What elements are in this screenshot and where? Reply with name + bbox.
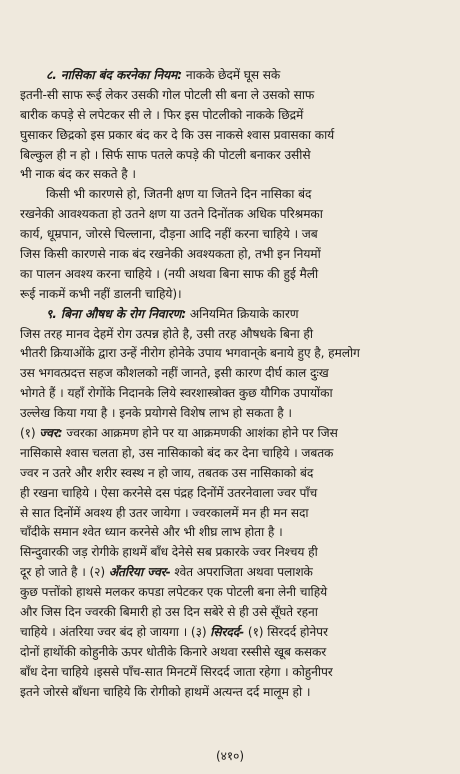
- section-heading: ज्वर:: [39, 426, 63, 441]
- text-line: और जिस दिन ज्वरकी बिमारी हो उस दिन सबेरे से ही उसे सूँघते रहना: [20, 605, 318, 620]
- text-line: जिस तरह मानव देहमें रोग उत्पन्न होते है, उसी तरह औषधके बिना ही: [20, 326, 313, 341]
- text-line: ज्वर न उतरे और शरीर स्वस्थ न हो जाय, तबतक उस नासिकाको बंद: [20, 465, 314, 480]
- line-prefix: दूर हो जाते है । (२): [20, 565, 109, 580]
- text-line: कार्य, धूम्रपान, जोरसे चिल्लाना, दौड़ना आदि नहीं करना चाहिये । जब: [20, 227, 318, 242]
- text-line: बाँध देना चाहिये ।इससे पाँच-सात मिनटमें सिरदर्द जाता रहेगा । कोहुनीपर: [20, 664, 333, 679]
- line-text: श्वेत अपराजिता अथवा पलाशके: [170, 565, 313, 580]
- line-text: नाकके छेदमें घूस सके: [182, 68, 281, 82]
- text-line: रूई नाकमें कभी नहीं डालनी चाहिये)।: [20, 286, 182, 301]
- text-line: भी नाक बंद कर सकते है ।: [20, 167, 136, 182]
- text-line: ही रखना चाहिये । ऐसा करनेसे दस पंद्रह दिनोंमें उतरनेवाला ज्वर पाँच: [20, 485, 318, 500]
- text-line: भीतरी क्रियाओंके द्वारा उन्हें नीरोग होनेके उपाय भगवान्‌के बनाये हुए है, हमलोग: [20, 346, 360, 361]
- section-heading: ८. नासिका बंद करनेका नियम:: [46, 68, 183, 82]
- text-line: [20, 66, 442, 86]
- section-heading: सिरदर्द-: [210, 624, 245, 639]
- section-heading: अँतरिया ज्वर-: [108, 565, 171, 580]
- text-line: किसी भी कारणसे हो, जितनी क्षण या जितने दिन नासिका बंद: [46, 187, 312, 202]
- text-line: कुछ पत्तोंको हाथसे मलकर कपडा लपेटकर एक पोटली बना लेनी चाहिये: [20, 585, 328, 600]
- text-line: भोगते हैं । यहाँ रोगोंके निदानके लिये स्वरशास्त्रोक्त कुछ यौगिक उपायोंका: [20, 386, 333, 401]
- text-line: नासिकासे श्वास चलता हो, उस नासिकाको बंद कर देना चाहिये । जबतक: [20, 445, 334, 460]
- text-line: जिस किसी कारणसे नाक बंद रखनेकी अवश्यकता हो, तभी इन नियमों: [20, 247, 321, 262]
- text-line: बारीक कपड़े से लपेटकर सी ले । फिर इस पोटलीको नाकके छिद्रमें: [20, 107, 304, 122]
- text-line: रखनेकी आवश्यकता हो उतने क्षण या उतने दिनोंतक अधिक परिश्रमका: [20, 207, 323, 222]
- text-line: [20, 623, 442, 643]
- text-line: उस भगवत्प्रदत्त सहज कौशलको नहीं जानते, इसी कारण दीर्घ काल दुःख: [20, 366, 329, 381]
- line-text: (१) सिरदर्द होनेपर: [244, 624, 328, 639]
- text-line: इतने जोरसे बाँधना चाहिये कि रोगीको हाथमें अत्यन्त दर्द मालूम हो ।: [20, 684, 311, 699]
- line-text: ज्वरका आक्रमण होने पर या आक्रमणकी आशंका होने पर जिस: [62, 426, 338, 441]
- line-text: अनियमित क्रियाके कारण: [186, 306, 299, 321]
- text-line: इतनी-सी साफ रूई लेकर उसकी गोल पोटली सी बना ले उसको साफ: [20, 87, 315, 102]
- line-prefix: (१): [20, 426, 40, 441]
- page-number: (४१०): [215, 749, 245, 763]
- text-line: [20, 305, 442, 325]
- text-line: बिल्कुल ही न हो । सिर्फ साफ पतले कपड़े की पोटली बनाकर उसीसे: [20, 147, 311, 162]
- text-line: [20, 563, 442, 583]
- body-text: [20, 66, 442, 703]
- line-prefix: चाहिये । अंतरिया ज्वर बंद हो जायगा । (३): [20, 624, 211, 639]
- text-line: दोनों हाथोंकी कोहुनीके ऊपर धोतीके किनारे अथवा रस्सीसे खूब कसकर: [20, 644, 327, 659]
- section-heading: ९. बिना औषध के रोग निवारण:: [46, 306, 187, 321]
- text-line: का पालन अवश्य करना चाहिये । (नयी अथवा बिना साफ की हुई मैली: [20, 266, 319, 281]
- text-line: [20, 424, 442, 444]
- text-line: सिन्दुवारकी जड़ रोगीके हाथमें बाँध देनेसे सब प्रकारके ज्वर निश्चय ही: [20, 545, 318, 560]
- text-line: से सात दिनोंमें अवश्य ही उतर जायेगा । ज्वरकालमें मन ही मन सदा: [20, 505, 309, 520]
- text-line: चाँदीके समान श्वेत ध्यान करनेसे और भी शीघ्र लाभ होता है ।: [20, 525, 283, 540]
- text-line: उल्लेख किया गया है । इनके प्रयोगसे विशेष लाभ हो सकता है ।: [20, 406, 292, 421]
- text-line: घुसाकर छिद्रको इस प्रकार बंद कर दे कि उस नाकसे श्वास प्रवासका कार्य: [20, 127, 335, 142]
